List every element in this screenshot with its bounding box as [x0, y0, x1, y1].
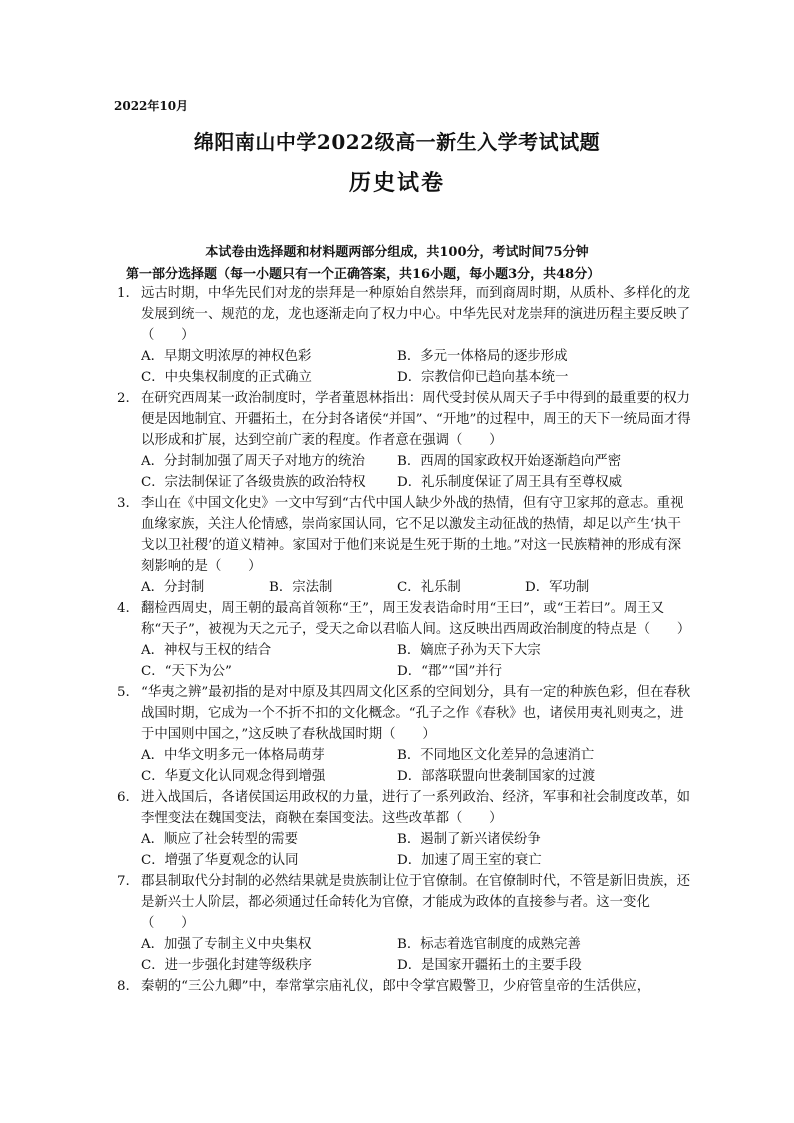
- option-c: C．华夏文化认同观念得到增强: [141, 769, 326, 784]
- option-b: B．标志着选官制度的成熟完善: [397, 937, 581, 952]
- option-list: [117, 346, 691, 388]
- question-number: 6.: [117, 790, 130, 805]
- question-number: 1.: [117, 286, 130, 301]
- option-c: C．中央集权制度的正式确立: [141, 370, 312, 385]
- section-title: 第一部分选择题（每一小题只有一个正确答案，共16小题，每小题3分，共48分）: [126, 267, 601, 282]
- question-number: 8.: [117, 979, 130, 994]
- option-d: D．礼乐制度保证了周王具有至尊权威: [397, 475, 622, 490]
- question-5: [117, 682, 691, 787]
- question-6: [117, 787, 691, 871]
- question-number: 7.: [117, 874, 130, 889]
- option-list: [117, 745, 691, 787]
- option-list: [117, 577, 691, 598]
- question-number: 5.: [117, 685, 130, 700]
- option-b: B．西周的国家政权开始逐渐趋向严密: [397, 454, 622, 469]
- option-d: D．加速了周王室的衰亡: [397, 853, 542, 868]
- option-c: C．增强了华夏观念的认同: [141, 853, 299, 868]
- exam-title: 绵阳南山中学2022级高一新生入学考试试题: [193, 130, 601, 154]
- question-stem: “华夷之辨”最初指的是对中原及其四周文化区系的空间划分，具有一定的种族色彩，但在春秋战国时期，它成为一个不折不扣的文化概念。“孔子之作《春秋》也，诸侯用夷礼则夷之，进于中国则中国之，”这反映了春秋战国时期（ ）: [141, 685, 691, 742]
- question-stem: 进入战国后，各诸侯国运用政权的力量，进行了一系列政治、经济，军事和社会制度改革，如李悝变法在魏国变法，商鞅在秦国变法。这些改革都（ ）: [141, 790, 691, 826]
- option-b: B．多元一体格局的逐步形成: [397, 349, 568, 364]
- question-number: 2.: [117, 391, 130, 406]
- question-4: [117, 598, 691, 682]
- question-1: [117, 283, 691, 388]
- option-b: B．不同地区文化差异的急速消亡: [397, 748, 595, 763]
- option-d: D．“郡”“国”并行: [397, 664, 503, 679]
- exam-date: 2022年10月: [114, 99, 189, 113]
- option-d: D．军功制: [525, 580, 590, 595]
- option-a: A．分封制: [141, 580, 205, 595]
- option-a: A．分封制加强了周天子对地方的统治: [141, 454, 365, 469]
- option-list: [117, 640, 691, 682]
- question-8: [117, 976, 691, 997]
- option-a: A．顺应了社会转型的需要: [141, 832, 298, 847]
- option-d: D．宗教信仰已趋向基本统一: [397, 370, 569, 385]
- exam-notice: 本试卷由选择题和材料题两部分组成，共100分，考试时间75分钟: [205, 245, 589, 260]
- option-c: C．礼乐制: [397, 580, 461, 595]
- option-c: C．宗法制保证了各级贵族的政治特权: [141, 475, 366, 490]
- option-a: A．神权与王权的结合: [141, 643, 272, 658]
- exam-subtitle: 历史试卷: [348, 170, 445, 196]
- question-stem: 李山在《中国文化史》一文中写到“古代中国人缺少外战的热情，但有守卫家邦的意志。重视血缘家族，关注人伦情感，崇尚家国认同，它不足以激发主动征战的热情，却足以产生‘执干戈以卫社稷’的道义精神。家国对于他们来说是生死于斯的土地。”对这一民族精神的形成有深刻影响的是（ ）: [141, 496, 684, 574]
- option-d: D．是国家开疆拓土的主要手段: [397, 958, 582, 973]
- option-b: B．遏制了新兴诸侯纷争: [397, 832, 541, 847]
- question-7: [117, 871, 691, 976]
- option-list: [117, 451, 691, 493]
- question-stem: 翻检西周史，周王朝的最高首领称“王”，周王发表诰命时用“王曰”，或“王若曰”。周王又称“天子”，被视为天之元子，受天之命以君临人间。这反映出西周政治制度的特点是（ ）: [141, 601, 691, 637]
- question-2: [117, 388, 691, 493]
- option-c: C．“天下为公”: [141, 664, 232, 679]
- option-a: A．中华文明多元一体格局萌芽: [141, 748, 325, 763]
- question-list: [117, 283, 691, 997]
- question-3: [117, 493, 691, 598]
- question-stem: 郡县制取代分封制的必然结果就是贵族制让位于官僚制。在官僚制时代，不管是新旧贵族，还是新兴士人阶层，都必须通过任命转化为官僚，才能成为政体的直接参与者。这一变化（ ）: [141, 874, 691, 931]
- option-b: B．嫡庶子孙为天下大宗: [397, 643, 541, 658]
- question-stem: 远古时期，中华先民们对龙的崇拜是一种原始自然崇拜，而到商周时期，从质朴、多样化的龙发展到统一、规范的龙，龙也逐渐走向了权力中心。中华先民对龙崇拜的演进历程主要反映了（ ）: [141, 286, 691, 343]
- option-d: D．部落联盟向世袭制国家的过渡: [397, 769, 596, 784]
- option-list: [117, 829, 691, 871]
- option-a: A．早期文明浓厚的神权色彩: [141, 349, 312, 364]
- option-a: A．加强了专制主义中央集权: [141, 937, 312, 952]
- option-c: C．进一步强化封建等级秩序: [141, 958, 312, 973]
- option-list: [117, 934, 691, 976]
- question-number: 3.: [117, 496, 130, 511]
- option-b: B．宗法制: [269, 580, 333, 595]
- question-stem: 在研究西周某一政治制度时，学者董恩林指出：周代受封侯从周天子手中得到的最重要的权力便是因地制宜、开疆拓土，在分封各诸侯“并国”、“开地”的过程中，周王的天下一统局面才得以形成和扩展，达到空前广袤的程度。作者意在强调（ ）: [141, 391, 691, 448]
- question-number: 4.: [117, 601, 130, 616]
- question-stem: 秦朝的“三公九卿”中，奉常掌宗庙礼仪，郎中令掌宫殿警卫，少府管皇帝的生活供应，: [141, 979, 651, 994]
